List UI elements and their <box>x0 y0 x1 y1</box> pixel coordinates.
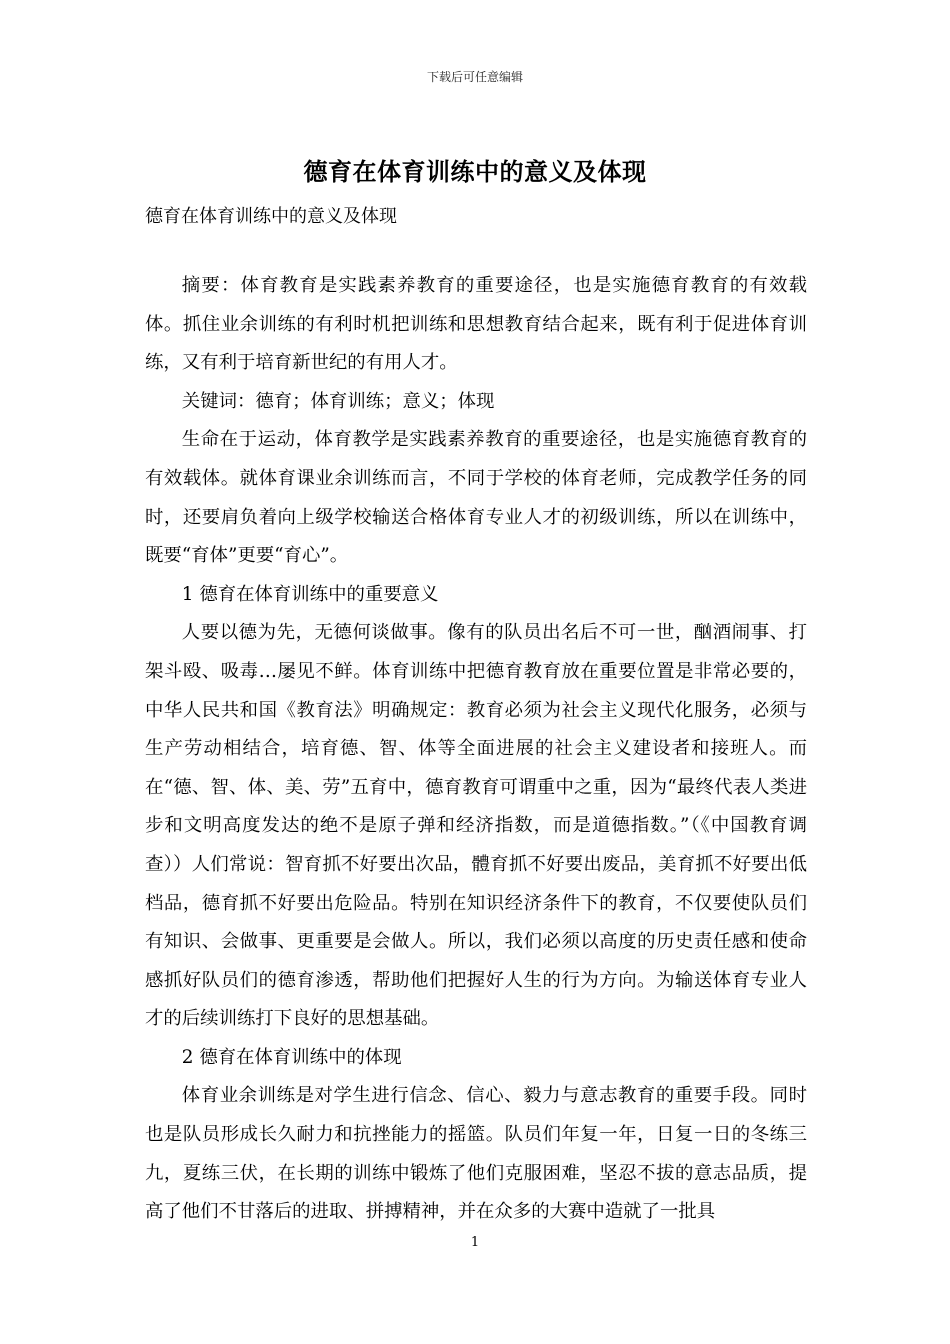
document-title: 德育在体育训练中的意义及体现 <box>303 157 647 186</box>
header-note: 下载后可任意编辑 <box>426 70 523 84</box>
document-subtitle: 德育在体育训练中的意义及体现 <box>145 206 397 227</box>
section-heading-2: 2 德育在体育训练中的体现 <box>181 1046 402 1068</box>
section-heading-1: 1 德育在体育训练中的重要意义 <box>181 583 439 605</box>
abstract-paragraph: 摘要：体育教育是实践素养教育的重要途径，也是实施德育教育的有效载体。抓住业余训练的有利时机把训练和思想教育结合起来，既有利于促进体育训练，又有利于培育新世纪的有用人才。 <box>145 275 807 374</box>
section-2-paragraph: 体育业余训练是对学生进行信念、信心、毅力与意志教育的重要手段。同时也是队员形成长久耐力和抗挫能力的摇篮。队员们年复一年，日复一日的冬练三九，夏练三伏，在长期的训练中锻炼了他们克服困难，坚忍不拔的意志品质，提高了他们不甘落后的进取、拼搏精神，并在众多的大赛中造就了一批具 <box>145 1085 807 1223</box>
document-body <box>145 267 807 1232</box>
intro-paragraph: 生命在于运动，体育教学是实践素养教育的重要途径，也是实施德育教育的有效载体。就体育课业余训练而言，不同于学校的体育老师，完成教学任务的同时，还要肩负着向上级学校输送合格体育专业人才的初级训练，所以在训练中，既要“育体”更要“育心”。 <box>145 429 807 567</box>
keywords-paragraph: 关键词：德育；体育训练；意义；体现 <box>181 390 495 412</box>
page-number: 1 <box>470 1235 480 1250</box>
section-1-paragraph: 人要以德为先，无德何谈做事。像有的队员出名后不可一世，酗酒闹事、打架斗殴、吸毒…屡见不鲜。体育训练中把德育教育放在重要位置是非常必要的，中华人民共和国《教育法》明确规定：教育必须为社会主义现代化服务，必须与生产劳动相结合，培育德、智、体等全面进展的社会主义建设者和接班人。而在“德、智、体、美、劳”五育中，德育教育可谓重中之重，因为“最终代表人类进步和文明高度发达的绝不是原子弹和经济指数，而是道德指数。”（《中国教育调查））人们常说：智育抓不好要出次品，體育抓不好要出废品，美育抓不好要出低档品，德育抓不好要出危险品。特别在知识经济条件下的教育，不仅要使队员们有知识、会做事、更重要是会做人。所以，我们必须以高度的历史责任感和使命感抓好队员们的德育渗透，帮助他们把握好人生的行为方向。为输送体育专业人才的后续训练打下良好的思想基础。 <box>145 622 807 1030</box>
